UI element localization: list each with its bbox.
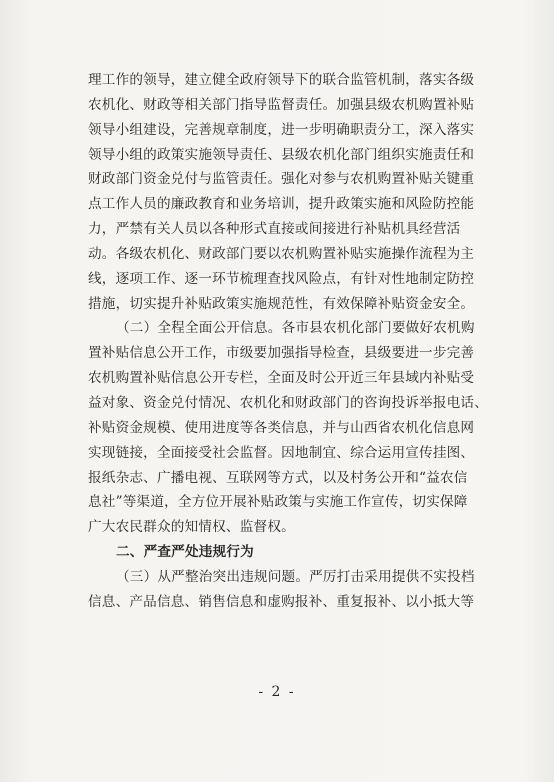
text-line: 广大农民群众的知情权、监督权。 <box>88 519 295 536</box>
text-line: （三）从严整治突出违规问题。严厉打击采用提供不实投档 <box>116 568 475 585</box>
text-line: 领导小组的政策实施领导责任、县级农机化部门组织实施责任和 <box>88 146 475 163</box>
text-line: 农机购置补贴信息公开专栏，全面及时公开近三年县域内补贴受 <box>88 370 475 387</box>
text-line: 息社”等渠道，全方位开展补贴政策与实施工作宣传，切实保障 <box>88 494 468 511</box>
text-line: 农机化、财政等相关部门指导监督责任。加强县级农机购置补贴 <box>88 96 475 113</box>
text-line: 实现链接，全面接受社会监督。因地制宜、综合运用宣传挂图、 <box>88 444 475 461</box>
text-line: 信息、产品信息、销售信息和虚购报补、重复报补、以小抵大等 <box>88 593 475 610</box>
body-text <box>88 68 498 615</box>
text-line: 益对象、资金兑付情况、农机化和财政部门的咨询投诉举报电话、 <box>88 394 489 411</box>
text-line: 理工作的领导，建立健全政府领导下的联合监管机制，落实各级 <box>88 72 475 88</box>
text-line: 动。各级农机化、财政部门要以农机购置补贴实施操作流程为主 <box>88 245 475 262</box>
text-line: 财政部门资金兑付与监管责任。强化对参与农机购置补贴关键重 <box>88 171 475 188</box>
section-heading: 二、严查严处违规行为 <box>116 544 254 561</box>
text-line: 线，逐项工作、逐一环节梳理查找风险点，有针对性地制定防控 <box>88 270 475 287</box>
text-line: 措施，切实提升补贴政策实施规范性，有效保障补贴资金安全。 <box>88 295 475 312</box>
text-line: 补贴资金规模、使用进度等各类信息，并与山西省农机化信息网 <box>88 419 475 436</box>
text-line: 报纸杂志、广播电视、互联网等方式，以及村务公开和“益农信 <box>88 469 468 486</box>
text-line: 领导小组建设，完善规章制度，进一步明确职责分工，深入落实 <box>88 121 475 138</box>
text-line: 力，严禁有关人员以各种形式直接或间接进行补贴机具经营活 <box>88 221 461 238</box>
text-line: （二）全程全面公开信息。各市县农机化部门要做好农机购 <box>116 320 475 337</box>
text-line: 置补贴信息公开工作，市级要加强指导检查，县级要进一步完善 <box>88 345 475 362</box>
page-number: - 2 - <box>258 684 296 700</box>
text-line: 点工作人员的廉政教育和业务培训，提升政策实施和风险防控能 <box>88 196 475 213</box>
